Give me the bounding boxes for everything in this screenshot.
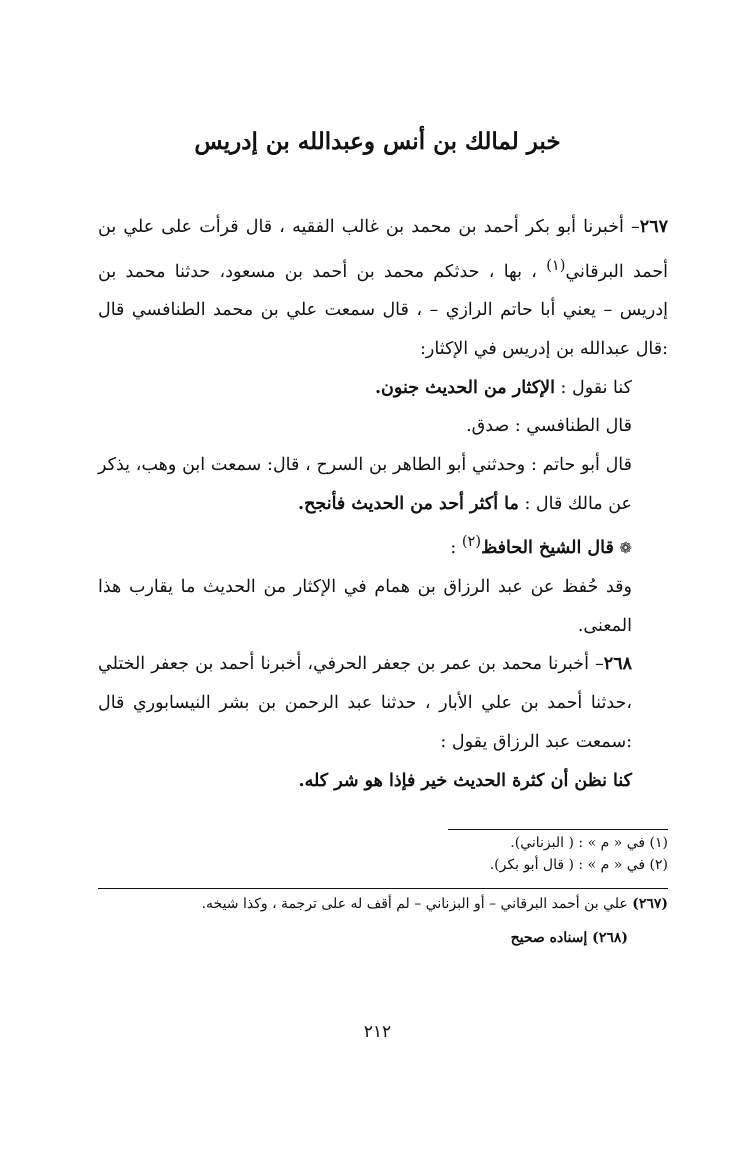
note-267-number: (٢٦٧) [632, 896, 668, 912]
footnote-2: (٢) في « م » : ( قال أبو بكر). [489, 857, 668, 873]
chapter-heading: خبر لمالك بن أنس وعبدالله بن إدريس [194, 128, 561, 155]
note-268: (٢٦٨) إسناده صحيح [510, 930, 628, 946]
shaykh-hafiz-colon: : [450, 538, 462, 559]
footnote-divider-short [448, 829, 668, 830]
quote-ibn-idris [98, 369, 668, 408]
shaykh-hafiz-heading [98, 523, 668, 568]
note-267 [98, 893, 668, 915]
footnote-1: (١) في « م » : ( البزناني). [510, 835, 668, 851]
paragraph-267-text-cont: ، بها ، حدثكم محمد بن أحمد بن مسعود، حدثنا محمد بن إدريس – يعني أبا حاتم الرازي – ، قال سمعت علي بن محمد الطنافسي قال :قال عبدالله بن إدريس في الإكثار: [98, 261, 668, 359]
main-text [98, 208, 668, 800]
footnotes-commentary [98, 893, 668, 949]
paragraph-268 [98, 645, 668, 761]
abu-hatim-narration [98, 446, 668, 523]
abu-hatim-narration-text: قال أبو حاتم : وحدثني أبو الطاهر بن السرح ، قال: سمعت ابن وهب، يذكر عن مالك قال : [98, 455, 632, 514]
footnote-ref-1: (١) [546, 256, 566, 274]
note-267-text: علي بن أحمد البرقاني – أو البزناني – لم أقف له على ترجمة ، وكذا شيخه. [201, 896, 633, 912]
footnote-ref-2: (٢) [461, 533, 482, 551]
paragraph-267-text: – أخبرنا أبو بكر أحمد بن محمد بن غالب الفقيه ، قال قرأت على علي بن أحمد البرقاني [98, 217, 669, 282]
paragraph-267 [98, 208, 668, 369]
page-number: ٢١٢ [363, 1022, 392, 1042]
malik-quote-bold: ما أكثر أحد من الحديث فأنجح. [298, 493, 519, 514]
tanafisi-comment: قال الطنافسي : صدق. [466, 416, 632, 437]
quote-ibn-idris-lead: كنا نقول : [554, 377, 632, 398]
footnotes-variants [98, 832, 708, 876]
shaykh-hafiz-label: قال الشيخ الحافظ [481, 538, 614, 559]
hadith-number-267: ٢٦٧ [639, 217, 668, 237]
footnote-divider-full [98, 888, 668, 889]
abd-razzaq-note: وقد حُفظ عن عبد الرزاق بن همام في الإكثار من الحديث ما يقارب هذا المعنى. [98, 576, 632, 636]
flower-ornament-icon: ❁ [619, 539, 632, 558]
hadith-number-268: ٢٦٨ [603, 654, 632, 675]
quote-ibn-idris-bold: الإكثار من الحديث جنون. [374, 377, 555, 398]
paragraph-268-text: – أخبرنا محمد بن عمر بن جعفر الحرفي، أخبرنا أحمد بن جعفر الختلي ،حدثنا أحمد بن علي الأبار ، حدثنا عبد الرحمن بن بشر النيسابوري قال :سمعت عبد الرزاق يقول : [98, 654, 632, 752]
abd-razzaq-quote: كنا نظن أن كثرة الحديث خير فإذا هو شر كله. [298, 770, 632, 791]
